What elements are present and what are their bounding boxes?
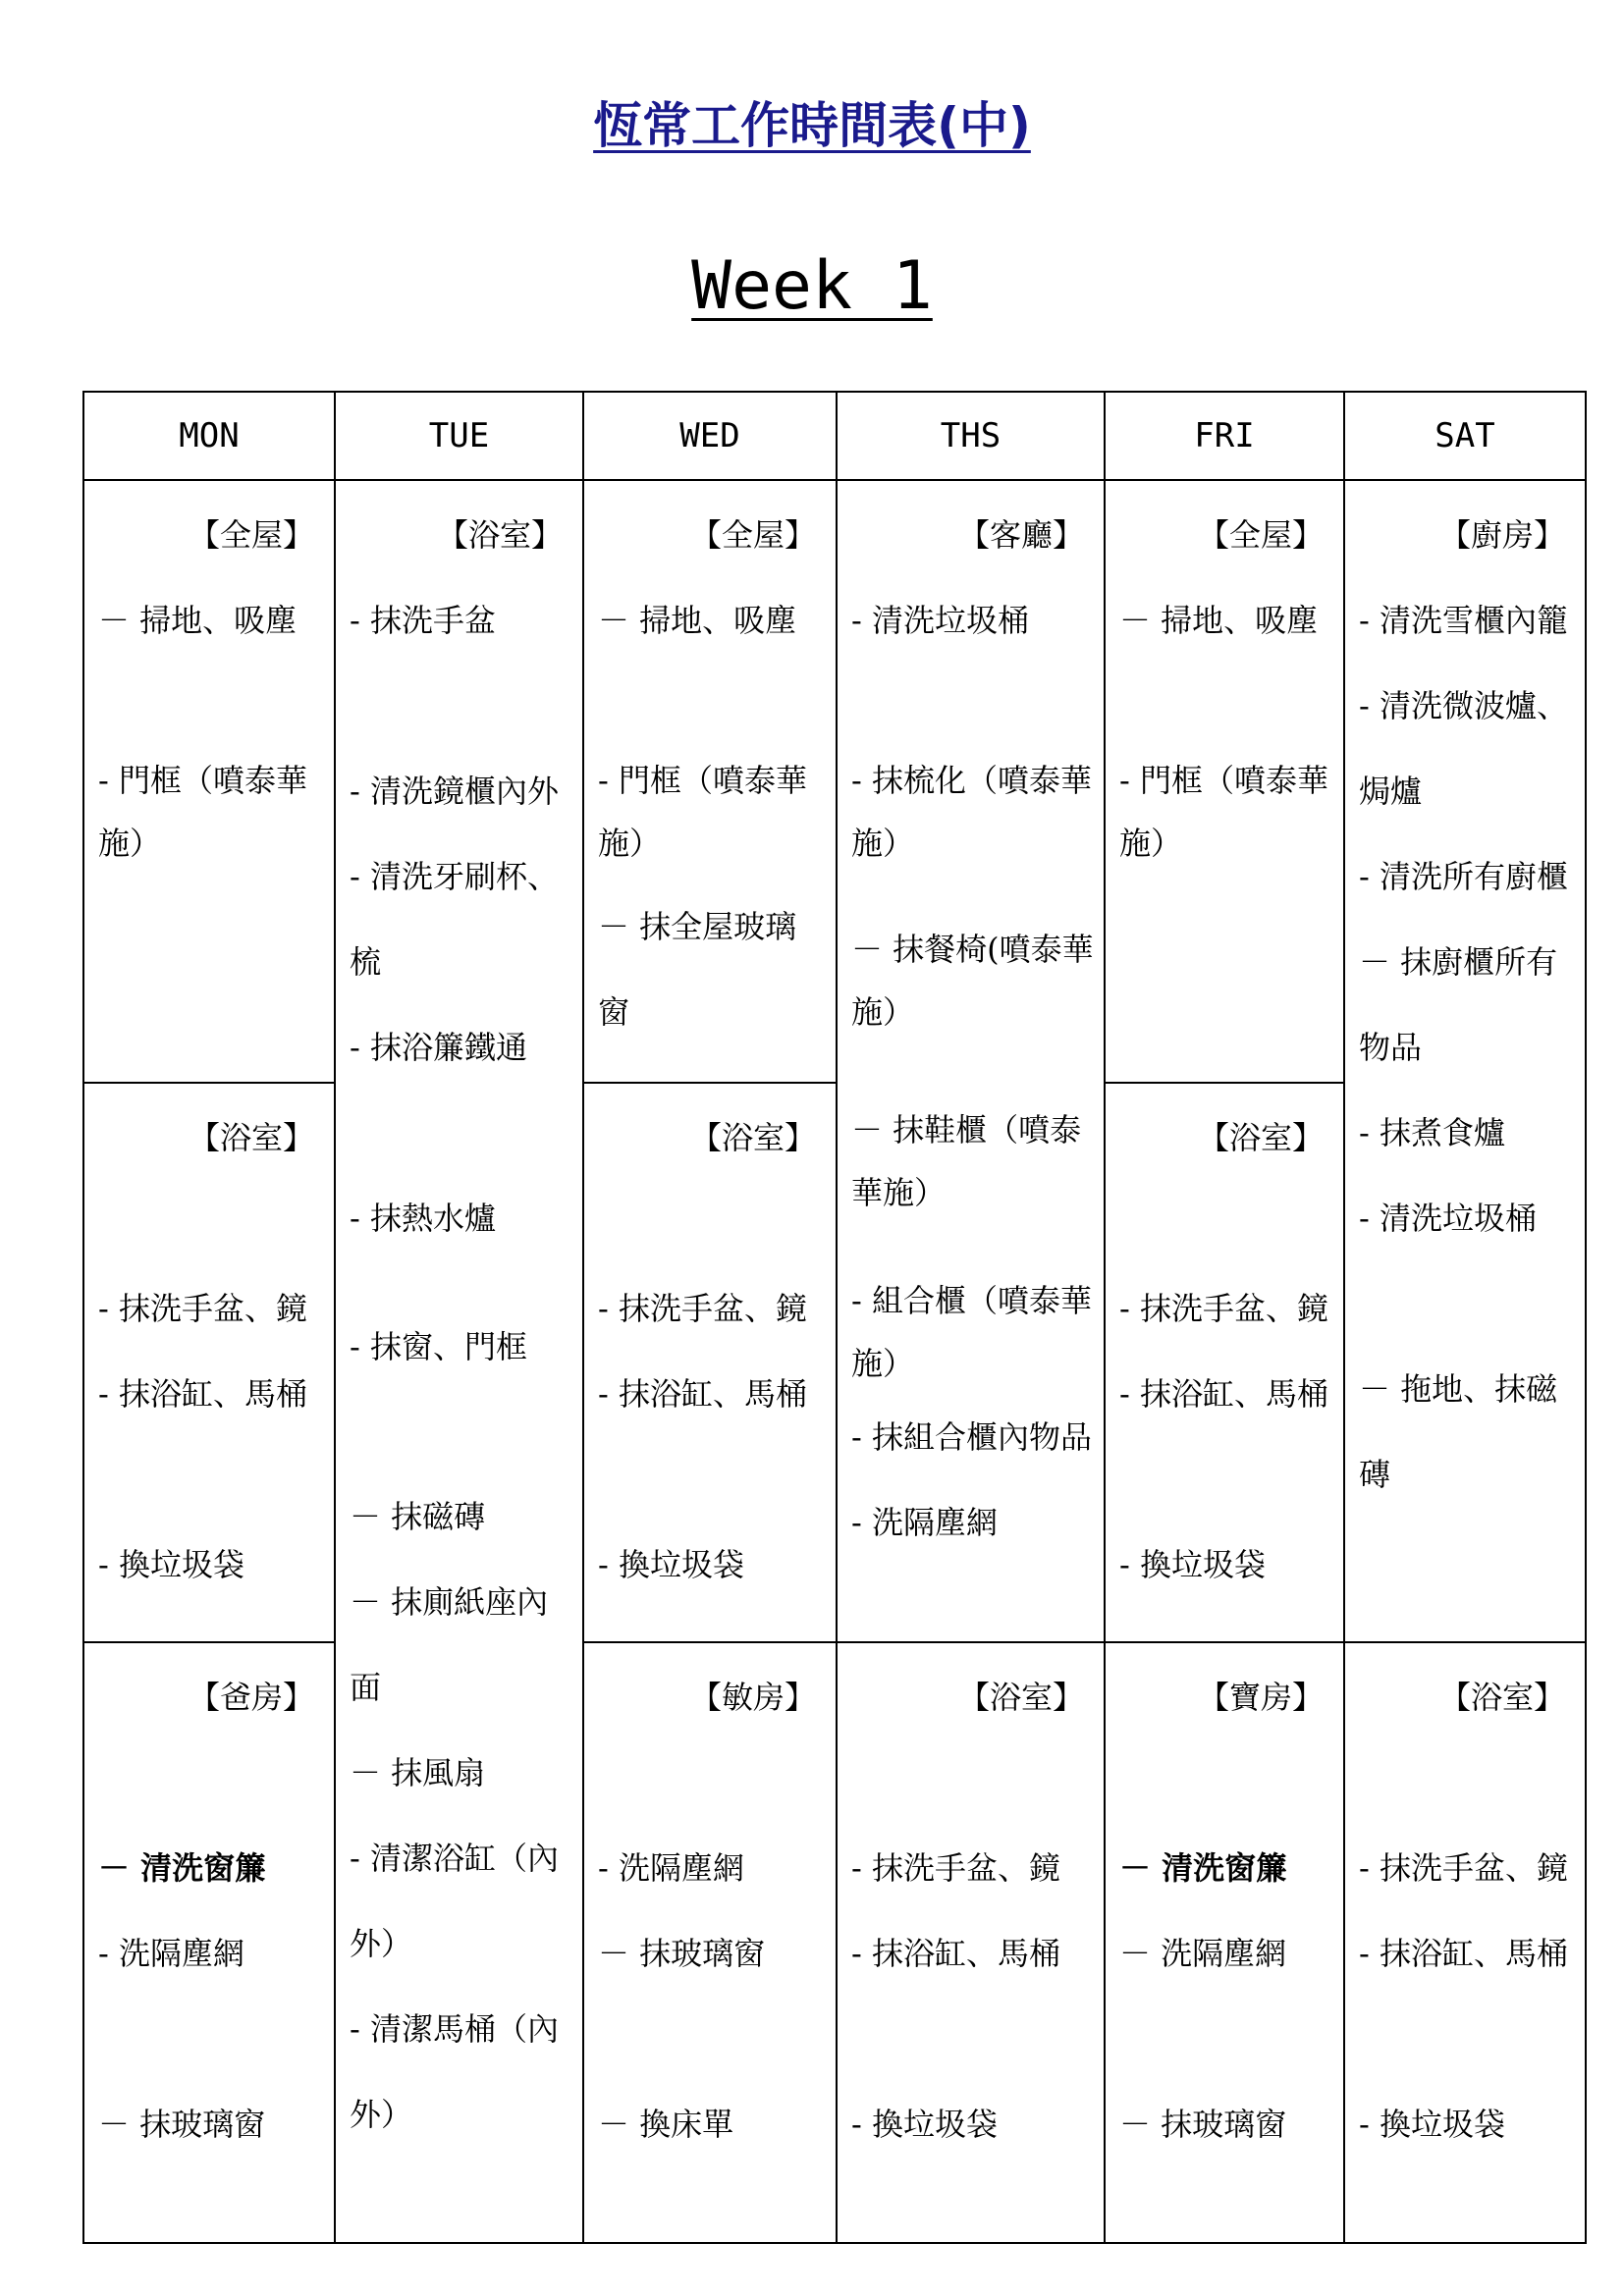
task-item: － 抹鞋櫃（噴泰華施） (851, 1111, 1082, 1211)
day-header-mon: MON (83, 392, 335, 480)
mon-section-3 (83, 1642, 335, 2243)
mon-section-2 (83, 1083, 335, 1642)
ths-section-2 (837, 1642, 1105, 2243)
task-item: － 抹玻璃窗 (1119, 2106, 1287, 2143)
task-item: - 清潔馬桶（內外） (350, 2010, 559, 2133)
task-item: － 抹全屋玻璃窗 (598, 908, 797, 1031)
task-item: - 門框（噴泰華施） (98, 762, 307, 862)
task-item: - 門框（噴泰華施） (598, 762, 807, 862)
task-item: － 洗隔塵網 (1119, 1935, 1287, 1972)
task-item: - 洗隔塵網 (598, 1849, 744, 1887)
task-item: - 清洗微波爐、焗爐 (1359, 687, 1568, 810)
task-item: - 清洗雪櫃內籠 (1359, 602, 1568, 639)
section-heading: 【浴室】 (1197, 1119, 1324, 1156)
sat-section-1 (1344, 480, 1586, 1642)
task-item: － 掃地、吸塵 (1119, 602, 1319, 639)
task-item: - 清洗垃圾桶 (851, 602, 1029, 639)
task-item: - 抹洗手盆、鏡 (851, 1849, 1060, 1887)
task-item: － 換床單 (598, 2106, 734, 2143)
section-heading: 【浴室】 (957, 1679, 1084, 1716)
day-header-row (83, 392, 1586, 480)
task-item: － 抹磁磚 (350, 1498, 486, 1535)
task-item: - 抹洗手盆、鏡 (1359, 1849, 1568, 1887)
task-item: - 換垃圾袋 (598, 1546, 744, 1583)
task-item: － 清洗窗簾 (98, 1849, 267, 1887)
task-item: - 抹窗、門框 (350, 1328, 527, 1365)
task-item: - 換垃圾袋 (1119, 1546, 1266, 1583)
section-heading: 【浴室】 (689, 1119, 816, 1156)
fri-section-3 (1105, 1642, 1344, 2243)
wed-section-1 (583, 480, 837, 1083)
task-item: - 抹浴缸、馬桶 (98, 1375, 307, 1413)
section-heading: 【全屋】 (1197, 516, 1324, 554)
task-item: - 抹浴簾鐵通 (350, 1029, 527, 1066)
task-item: - 抹梳化（噴泰華施） (851, 762, 1092, 862)
task-item: - 清洗垃圾桶 (1359, 1200, 1537, 1237)
task-item: － 抹餐椅(噴泰華施） (851, 931, 1094, 1031)
week-heading: Week 1 (691, 247, 933, 325)
task-item: - 清洗所有廚櫃 (1359, 858, 1568, 895)
task-item: - 抹洗手盆 (350, 602, 496, 639)
task-item: - 換垃圾袋 (851, 2106, 998, 2143)
task-item: - 抹浴缸、馬桶 (598, 1375, 807, 1413)
page-title: 恆常工作時間表(中) (593, 97, 1031, 154)
fri-section-1 (1105, 480, 1344, 1083)
day-header-sat: SAT (1344, 392, 1586, 480)
task-item: - 清洗牙刷杯、梳 (350, 858, 559, 981)
task-item: - 洗隔塵網 (98, 1935, 244, 1972)
task-item: - 洗隔塵網 (851, 1504, 998, 1541)
task-item: - 門框（噴泰華施） (1119, 762, 1328, 862)
schedule-table (82, 391, 1587, 2244)
task-item: - 清潔浴缸（內外） (350, 1840, 559, 1962)
section-heading: 【浴室】 (436, 516, 563, 554)
task-item: - 抹浴缸、馬桶 (1119, 1375, 1328, 1413)
task-item: － 拖地、抹磁磚 (1359, 1370, 1558, 1493)
tue-section (335, 480, 583, 2243)
section-heading: 【客廳】 (957, 516, 1084, 554)
task-item: - 抹浴缸、馬桶 (851, 1935, 1060, 1972)
task-item: - 抹洗手盆、鏡 (1119, 1290, 1328, 1327)
task-item: － 抹風扇 (350, 1754, 486, 1791)
task-item: - 抹洗手盆、鏡 (598, 1290, 807, 1327)
section-heading: 【爸房】 (188, 1679, 314, 1716)
task-item: - 抹浴缸、馬桶 (1359, 1935, 1568, 1972)
task-item: - 換垃圾袋 (98, 1546, 244, 1583)
sat-section-2 (1344, 1642, 1586, 2243)
section-heading: 【敏房】 (689, 1679, 816, 1716)
task-item: - 換垃圾袋 (1359, 2106, 1505, 2143)
task-item: － 抹廚櫃所有物品 (1359, 943, 1558, 1066)
mon-section-1 (83, 480, 335, 1083)
task-item: － 掃地、吸塵 (98, 602, 298, 639)
wed-section-2 (583, 1083, 837, 1642)
day-header-wed: WED (583, 392, 837, 480)
section-heading: 【寶房】 (1197, 1679, 1324, 1716)
fri-section-2 (1105, 1083, 1344, 1642)
task-item: - 抹煮食爐 (1359, 1114, 1505, 1151)
ths-section-1 (837, 480, 1105, 1642)
day-header-fri: FRI (1105, 392, 1344, 480)
section-heading: 【全屋】 (689, 516, 816, 554)
task-item: － 抹玻璃窗 (598, 1935, 766, 1972)
section-heading: 【廚房】 (1438, 516, 1565, 554)
task-item: － 抹玻璃窗 (98, 2106, 266, 2143)
task-item: - 清洗鏡櫃內外 (350, 773, 559, 810)
task-item: － 抹廁紙座內面 (350, 1583, 549, 1706)
task-item: － 清洗窗簾 (1119, 1849, 1288, 1887)
task-item: - 組合櫃（噴泰華施） (851, 1282, 1092, 1382)
wed-section-3 (583, 1642, 837, 2243)
day-header-tue: TUE (335, 392, 583, 480)
task-item: - 抹洗手盆、鏡 (98, 1290, 307, 1327)
section-heading: 【全屋】 (188, 516, 314, 554)
section-heading: 【浴室】 (188, 1119, 314, 1156)
task-item: － 掃地、吸塵 (598, 602, 797, 639)
day-header-ths: THS (837, 392, 1105, 480)
task-item: - 抹熱水爐 (350, 1200, 496, 1237)
section-heading: 【浴室】 (1438, 1679, 1565, 1716)
task-item: - 抹組合櫃內物品 (851, 1418, 1092, 1456)
